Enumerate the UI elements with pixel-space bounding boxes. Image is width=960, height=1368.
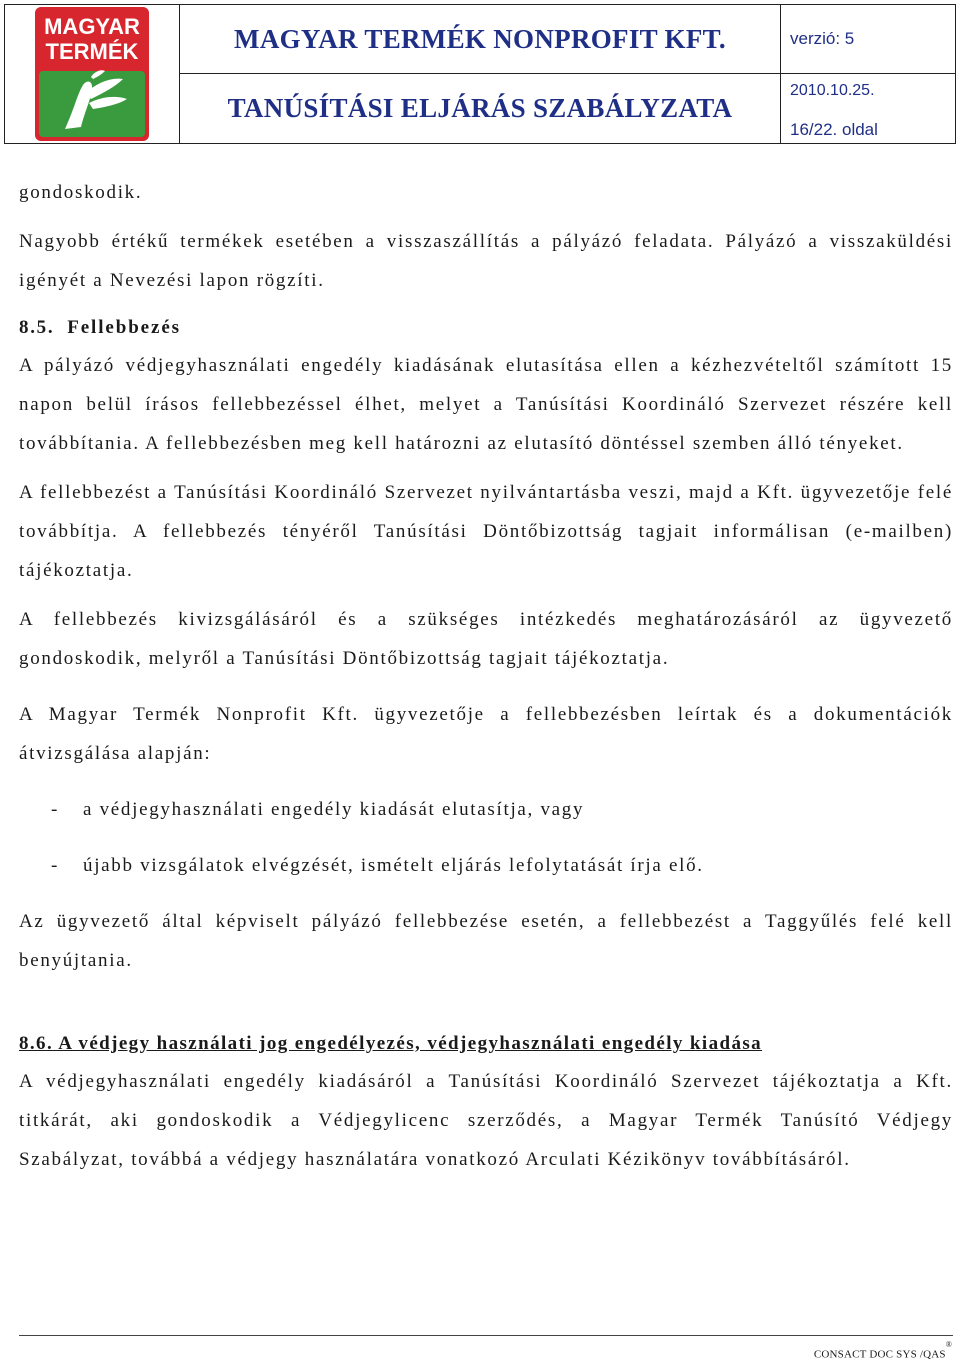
date-and-page — [781, 74, 955, 143]
list-dash: - — [51, 799, 60, 820]
list-item — [19, 790, 953, 829]
company-name: MAGYAR TERMÉK NONPROFIT KFT. — [180, 5, 781, 74]
date-label: 2010.10.25. — [790, 81, 875, 99]
footer-label: CONSACT DOC SYS /QAS — [813, 1348, 946, 1361]
logo-text-2: TERMÉK — [45, 39, 139, 64]
document-header — [4, 4, 956, 144]
magyar-termek-logo — [35, 7, 149, 141]
paragraph-appeal-registration: A fellebbezést a Tanúsítási Koordináló Szervezet nyilvántartásba veszi, majd a Kft. ügyvezetője felé továbbítja. A fellebbezés tényéről Tanúsítási Döntőbizottság tagjait informálisan (e-mailben) tájékoztatja. — [19, 482, 953, 581]
page-number: 16/22. oldal — [790, 119, 878, 139]
footer-divider — [19, 1335, 953, 1336]
list-dash: - — [51, 855, 60, 876]
registered-mark: ® — [945, 1340, 952, 1349]
version-label: verzió: 5 — [781, 5, 955, 74]
list-item — [19, 846, 953, 885]
paragraph-license-issuance: A védjegyhasználati engedély kiadásáról a Tanúsítási Koordináló Szervezet tájékoztatja a Kft. titkárát, aki gondoskodik a Védjegylicenc szerződés, a Magyar Termék Tanúsító Védjegy Szabályzat, továbbá a védjegy használatára vonatkozó Arculati Kézikönyv továbbításáról. — [19, 1071, 953, 1170]
paragraph-appeal-investigation: A fellebbezés kivizsgálásáról és a szükséges intézkedés meghatározásáról az ügyvezető gondoskodik, melyről a Tanúsítási Döntőbizottság tagjait tájékoztatja. — [19, 609, 953, 669]
section-heading-8-5 — [19, 310, 953, 346]
paragraph-continuation: gondoskodik. — [19, 182, 143, 203]
paragraph-general-assembly: Az ügyvezető által képviselt pályázó fellebbezése esetén, a fellebbezést a Taggyűlés felé kell benyújtania. — [19, 911, 953, 971]
document-title: TANÚSÍTÁSI ELJÁRÁS SZABÁLYZATA — [180, 74, 781, 143]
list-item-text: a védjegyhasználati engedély kiadását elutasítja, vagy — [83, 799, 585, 820]
list-item-text: újabb vizsgálatok elvégzését, ismételt eljárás lefolytatását írja elő. — [83, 855, 704, 876]
section-number: 8.5. — [19, 317, 55, 338]
document-body — [19, 173, 953, 1179]
section-title: Fellebbezés — [67, 317, 181, 338]
paragraph-managing-director: A Magyar Termék Nonprofit Kft. ügyvezetője a fellebbezésben leírtak és a dokumentációk átvizsgálása alapján: — [19, 704, 953, 764]
paragraph-return-shipping: Nagyobb értékű termékek esetében a visszaszállítás a pályázó feladata. Pályázó a visszaküldési igényét a Nevezési lapon rögzíti. — [19, 231, 953, 291]
logo-text-1: MAGYAR — [44, 14, 140, 39]
section-heading-8-6: 8.6. A védjegy használati jog engedélyezés, védjegyhasználati engedély kiadása — [19, 1033, 763, 1054]
paragraph-appeal-intro: A pályázó védjegyhasználati engedély kiadásának elutasítása ellen a kézhezvételtől számított 15 napon belül írásos fellebbezéssel élhet, melyet a Tanúsítási Koordináló Szervezet részére kell továbbítania. A fellebbezésben meg kell határozni az elutasító döntéssel szemben álló tényeket. — [19, 355, 953, 454]
logo-cell — [5, 5, 180, 143]
footer-text — [813, 1340, 952, 1361]
